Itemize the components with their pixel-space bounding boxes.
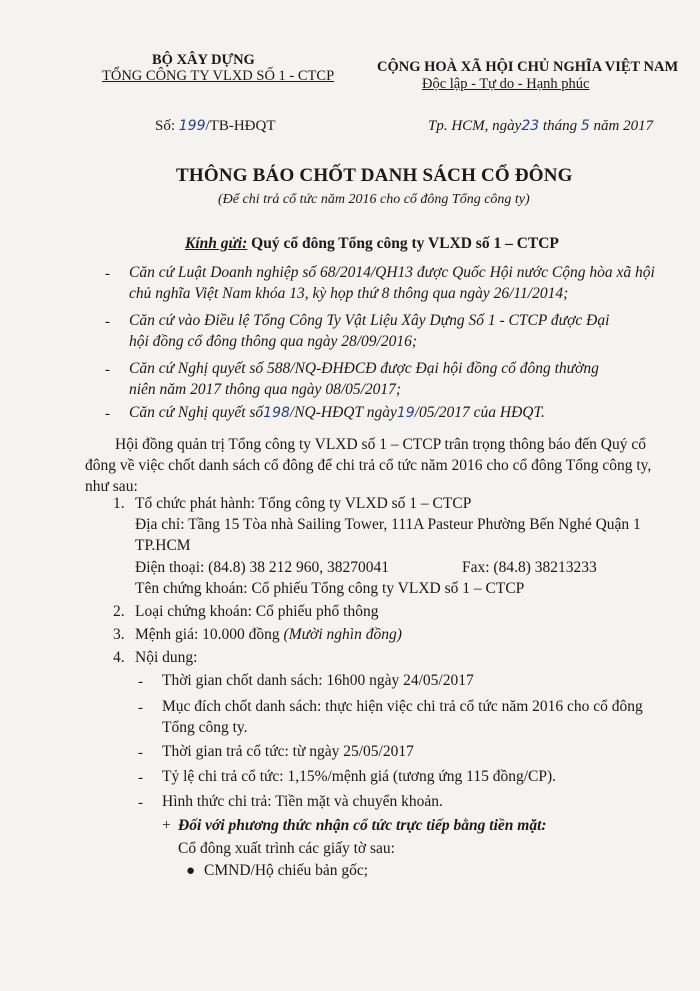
fax-number: Fax: (84.8) 38213233: [462, 559, 597, 576]
basis-3-line-1: Căn cứ Nghị quyết số 588/NQ-ĐHĐCĐ được Đại hội đồng cổ đông thường: [129, 360, 599, 377]
payment-time: Thời gian trả cổ tức: từ ngày 25/05/2017: [162, 743, 414, 760]
handwritten-resolution-number: 198: [263, 405, 290, 421]
page-subtitle: (Để chi trả cổ tức năm 2016 cho cổ đông Tổng công ty): [218, 192, 530, 207]
record-time: Thời gian chốt danh sách: 16h00 ngày 24/05/2017: [162, 672, 474, 689]
intro-line-1: Hội đồng quản trị Tổng công ty VLXD số 1 – CTCP trân trọng thông báo đến Quý cổ: [115, 436, 646, 453]
item-2-number: 2.: [113, 603, 125, 620]
item-1-number: 1.: [113, 495, 125, 512]
item-3-number: 3.: [113, 626, 125, 643]
item-2-security-type: Loại chứng khoán: Cổ phiếu phổ thông: [135, 603, 379, 620]
dividend-rate: Tỷ lệ chi trả cổ tức: 1,15%/mệnh giá (tương ứng 115 đồng/CP).: [162, 768, 556, 785]
dash-icon: -: [138, 770, 143, 786]
payment-method: Hình thức chi trả: Tiền mặt và chuyển khoản.: [162, 793, 443, 810]
basis-3-line-2: niên năm 2017 thông qua ngày 08/05/2017;: [129, 381, 402, 398]
dash-icon: -: [138, 700, 143, 716]
phone-number: Điện thoại: (84.8) 38 212 960, 38270041: [135, 559, 390, 576]
basis-1-line-1: Căn cứ Luật Doanh nghiệp số 68/2014/QH13 được Quốc Hội nước Cộng hòa xã hội: [129, 264, 655, 281]
item-1-issuer: Tổ chức phát hành: Tổng công ty VLXD số 1 – CTCP: [135, 495, 472, 512]
security-name: Tên chứng khoán: Cổ phiếu Tổng công ty VLXD số 1 – CTCP: [135, 580, 525, 597]
dash-icon: -: [138, 795, 143, 811]
reference-number: Số: 199/TB-HĐQT: [155, 118, 276, 134]
intro-line-3: như sau:: [85, 478, 138, 495]
basis-4: Căn cứ Nghị quyết số198/NQ-HĐQT ngày19/05/2017 của HĐQT.: [129, 404, 545, 421]
cash-method-heading: Đối với phương thức nhận cổ tức trực tiếp bằng tiền mặt:: [178, 817, 547, 834]
basis-2-line-2: hội đồng cổ đông thông qua ngày 28/09/2016;: [129, 333, 418, 350]
dash-icon: -: [105, 266, 110, 282]
dash-icon: -: [105, 362, 110, 378]
ministry-name: BỘ XÂY DỰNG: [152, 52, 255, 68]
issue-date: Tp. HCM, ngày23 tháng 5 năm 2017: [428, 118, 654, 134]
address-line-1: Địa chỉ: Tầng 15 Tòa nhà Sailing Tower, 111A Pasteur Phường Bến Nghé Quận 1: [135, 516, 641, 533]
record-purpose-line-2: Tổng công ty.: [162, 719, 248, 736]
item-4-number: 4.: [113, 649, 125, 666]
dash-icon: -: [138, 674, 143, 690]
bullet-icon: ●: [186, 863, 196, 879]
dash-icon: -: [105, 314, 110, 330]
required-documents: Cổ đông xuất trình các giấy tờ sau:: [178, 840, 395, 857]
basis-1-line-2: chủ nghĩa Việt Nam khóa 13, kỳ họp thứ 8 thông qua ngày 26/11/2014;: [129, 285, 569, 302]
address-line-2: TP.HCM: [135, 537, 191, 554]
plus-icon: +: [162, 817, 171, 834]
page-title: THÔNG BÁO CHỐT DANH SÁCH CỔ ĐÔNG: [176, 165, 573, 186]
handwritten-month: 5: [580, 118, 590, 134]
basis-2-line-1: Căn cứ vào Điều lệ Tổng Công Ty Vật Liệu Xây Dựng Số 1 - CTCP được Đại: [129, 312, 610, 329]
record-purpose-line-1: Mục đích chốt danh sách: thực hiện việc chi trả cổ tức năm 2016 cho cổ đông: [162, 698, 643, 715]
dash-icon: -: [105, 406, 110, 422]
document-id-card: CMND/Hộ chiếu bản gốc;: [204, 862, 369, 879]
dash-icon: -: [138, 745, 143, 761]
motto: Độc lập - Tự do - Hạnh phúc: [422, 76, 590, 92]
company-name: TỔNG CÔNG TY VLXD SỐ 1 - CTCP: [102, 68, 335, 84]
handwritten-resolution-day: 19: [396, 405, 415, 421]
recipient: Kính gửi: Quý cổ đông Tổng công ty VLXD số 1 – CTCP: [185, 235, 559, 252]
country-name: CỘNG HOÀ XÃ HỘI CHỦ NGHĨA VIỆT NAM: [377, 59, 679, 75]
handwritten-number: 199: [178, 118, 206, 134]
intro-line-2: đông về việc chốt danh sách cổ đông để chi trả cổ tức năm 2016 cho cổ đông Tổng công ty,: [85, 457, 652, 474]
handwritten-day: 23: [521, 118, 540, 134]
item-4-content-heading: Nội dung:: [135, 649, 198, 666]
item-3-par-value: Mệnh giá: 10.000 đồng (Mười nghìn đồng): [135, 626, 402, 643]
